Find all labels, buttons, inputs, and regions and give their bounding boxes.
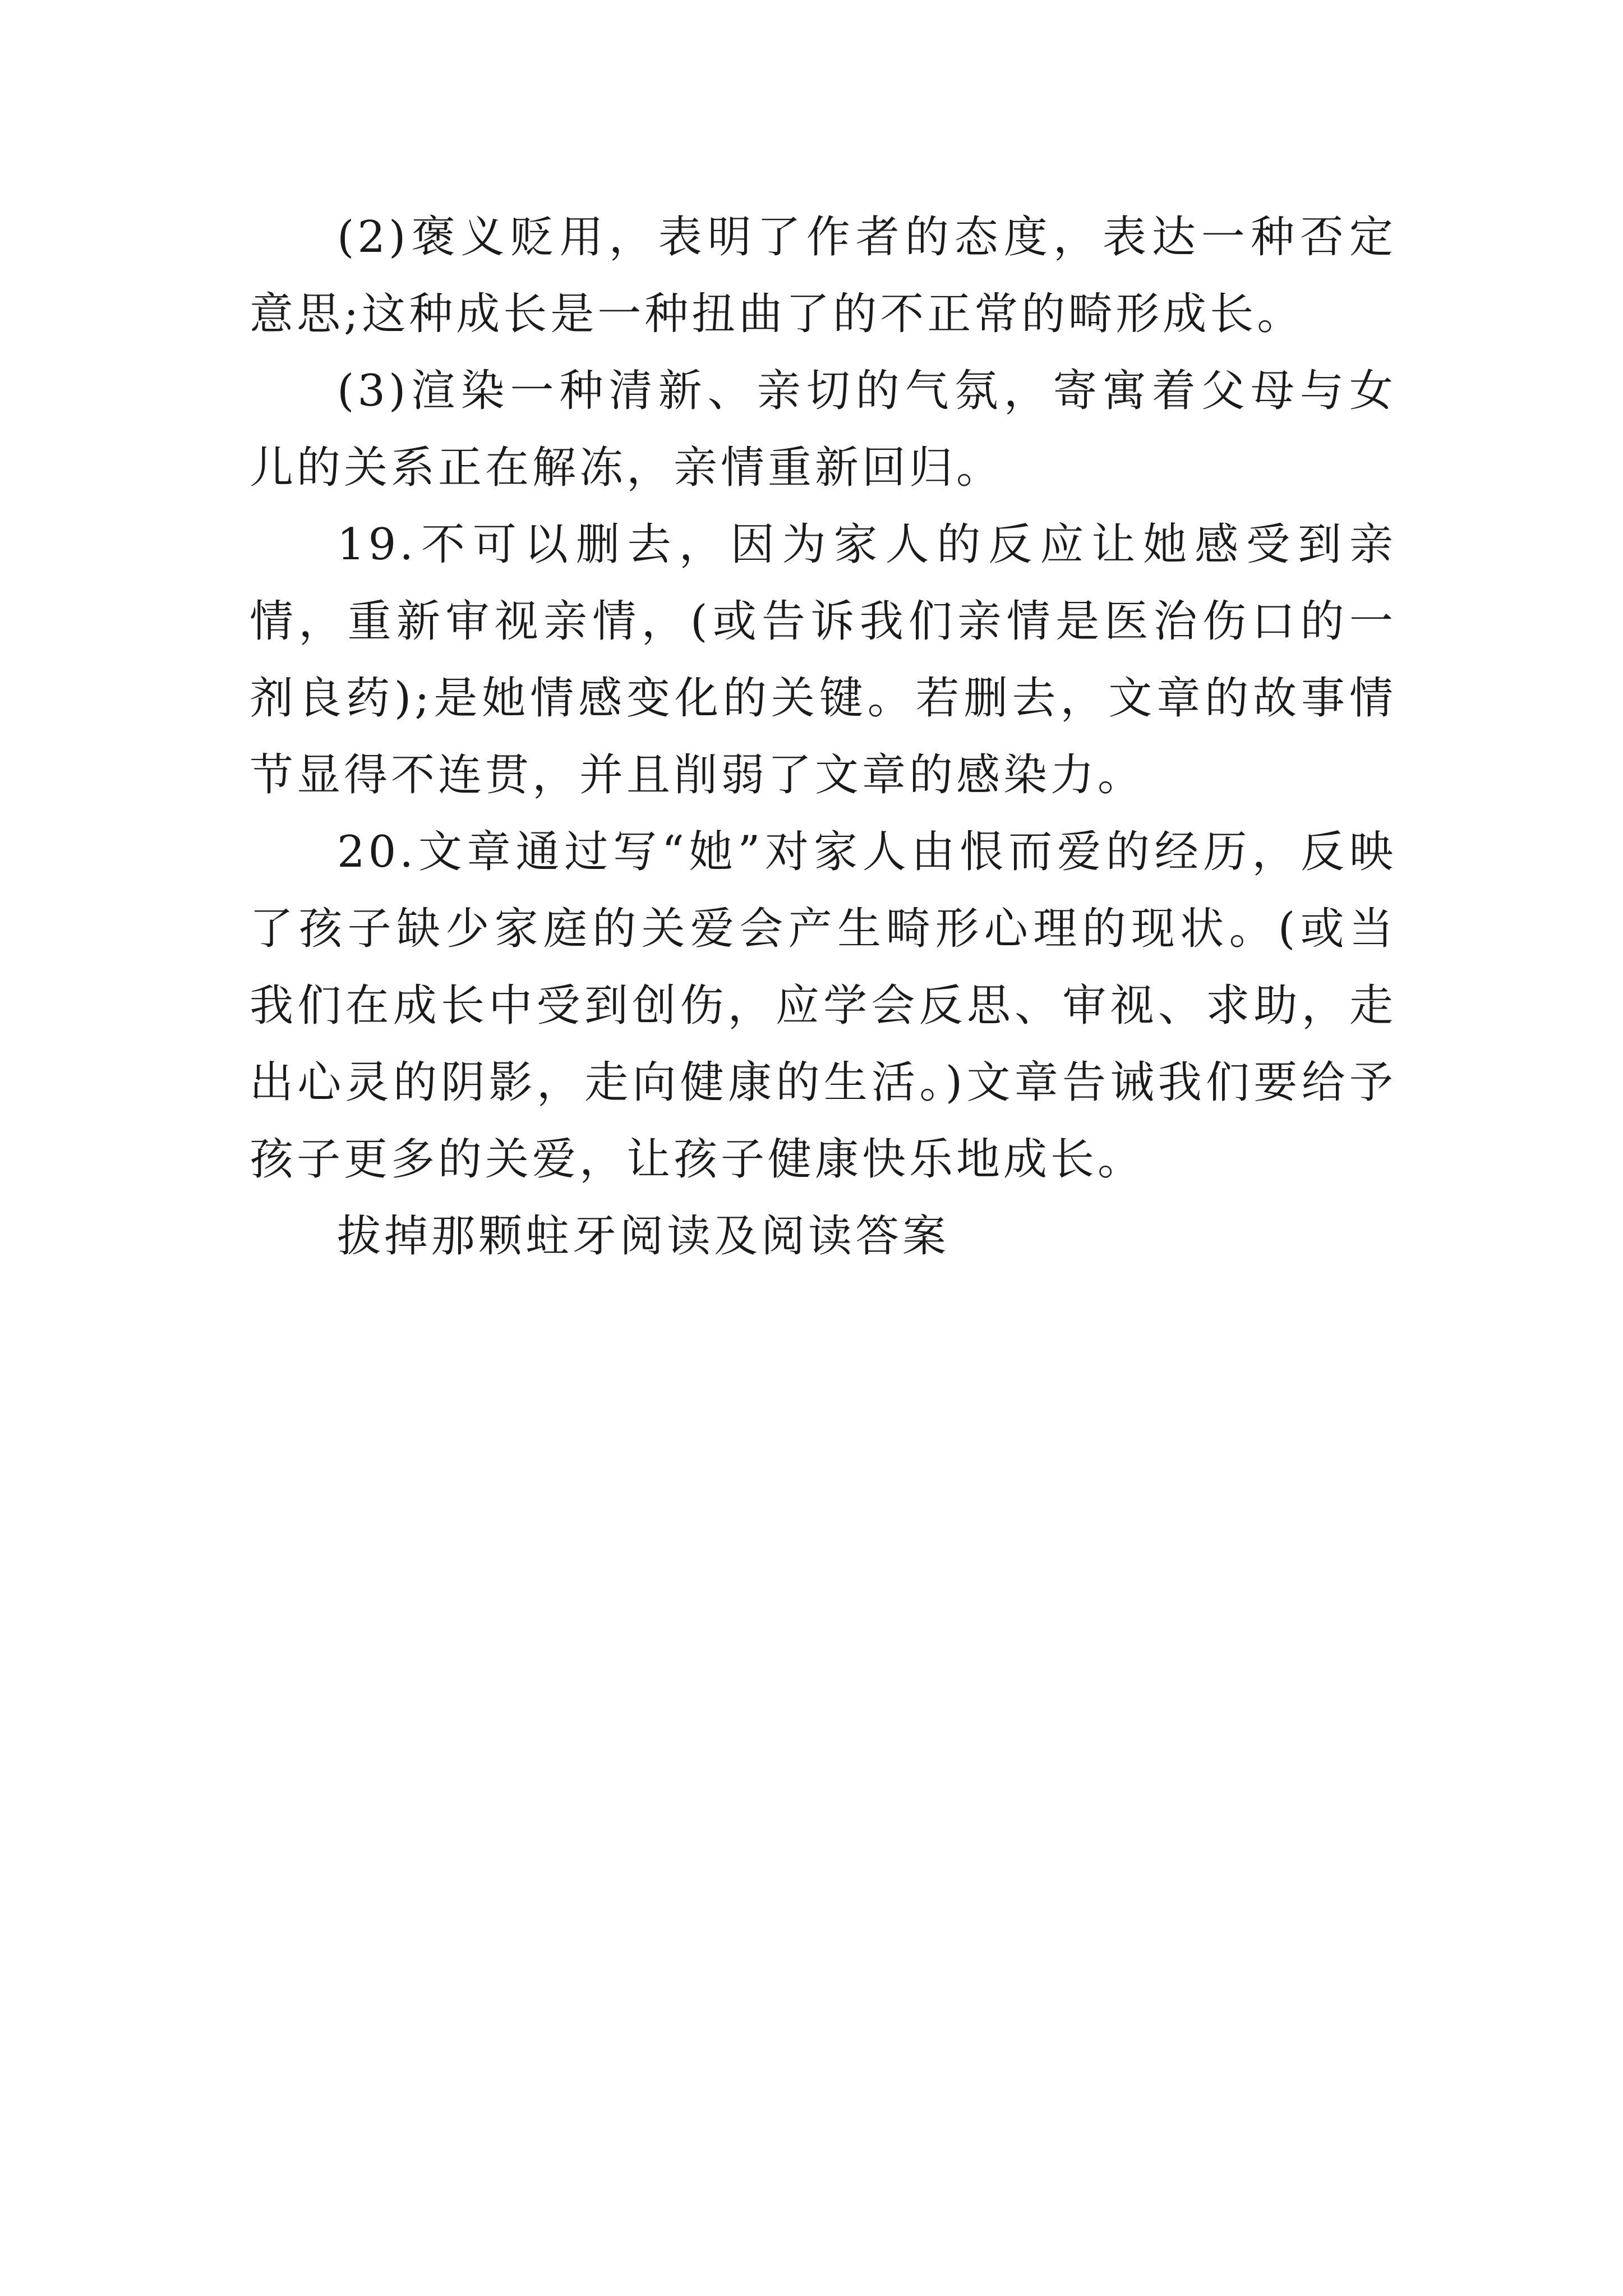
answer-paragraph-19: 19.不可以删去，因为家人的反应让她感受到亲情，重新审视亲情，(或告诉我们亲情是医治伤口的一剂良药);是她情感变化的关键。若删去，文章的故事情节显得不连贯，并且削弱了文章的感染力。 xyxy=(250,519,1396,800)
closing-title: 拔掉那颗蛀牙阅读及阅读答案 xyxy=(337,1211,950,1262)
answer-paragraph-3: (3)渲染一种清新、亲切的气氛，寄寓着父母与女儿的关系正在解冻，亲情重新回归。 xyxy=(250,366,1396,493)
answer-paragraph-20: 20.文章通过写“她”对家人由恨而爱的经历，反映了孩子缺少家庭的关爱会产生畸形心理的现状。(或当我们在成长中受到创伤，应学会反思、审视、求助，走出心灵的阴影，走向健康的生活。)文章告诫我们要给予孩子更多的关爱，让孩子健康快乐地成长。 xyxy=(250,827,1396,1185)
answer-paragraph-2: (2)褒义贬用，表明了作者的态度，表达一种否定意思;这种成长是一种扭曲了的不正常的畸形成长。 xyxy=(250,212,1396,339)
answer-text-block xyxy=(250,199,1396,1275)
